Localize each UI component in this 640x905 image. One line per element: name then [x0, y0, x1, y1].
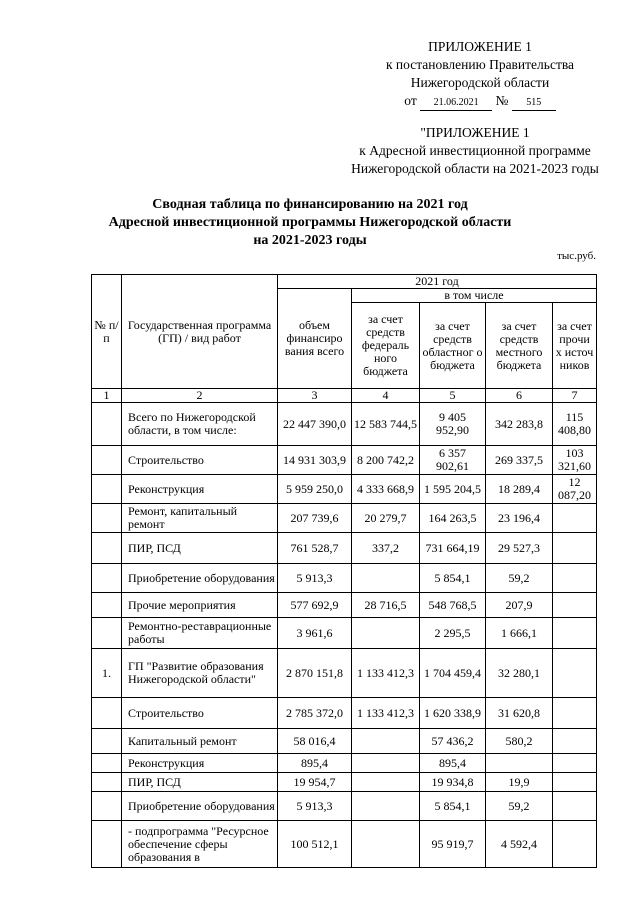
cell-other: 115 408,80 — [553, 403, 597, 446]
document-title — [80, 196, 540, 250]
colnum-7: 7 — [553, 389, 597, 403]
cell-local: 4 592,4 — [486, 821, 553, 868]
cell-name: Строительство — [122, 698, 278, 729]
table-row — [92, 564, 597, 593]
cell-name: ПИР, ПСД — [122, 773, 278, 792]
table-row — [92, 618, 597, 649]
cell-total: 761 528,7 — [278, 533, 352, 564]
cell-total: 22 447 390,0 — [278, 403, 352, 446]
cell-total: 3 961,6 — [278, 618, 352, 649]
header-regional: за счет средств областног о бюджета — [420, 303, 486, 389]
cell-regional: 5 854,1 — [420, 564, 486, 593]
table-row — [92, 446, 597, 475]
cell-num — [92, 792, 122, 821]
cell-total: 577 692,9 — [278, 593, 352, 618]
table-row — [92, 754, 597, 773]
cell-federal — [352, 773, 420, 792]
cell-num — [92, 403, 122, 446]
cell-num — [92, 754, 122, 773]
cell-other: 103 321,60 — [553, 446, 597, 475]
cell-total: 2 785 372,0 — [278, 698, 352, 729]
cell-name: - подпрограмма "Ресурсное обеспечение сферы образования в — [122, 821, 278, 868]
appendix-line2: к постановлению Правительства — [385, 57, 575, 72]
cell-regional: 1 704 459,4 — [420, 649, 486, 698]
cell-federal: 337,2 — [352, 533, 420, 564]
cell-num — [92, 564, 122, 593]
cell-num — [92, 698, 122, 729]
financing-table — [91, 274, 597, 868]
colnum-2: 2 — [122, 389, 278, 403]
cell-federal: 1 133 412,3 — [352, 698, 420, 729]
cell-total: 14 931 303,9 — [278, 446, 352, 475]
cell-regional: 5 854,1 — [420, 792, 486, 821]
header-incl: в том числе — [352, 289, 597, 303]
units-label: тыс.руб. — [557, 250, 596, 262]
cell-local: 18 289,4 — [486, 475, 553, 504]
appendix-header — [340, 38, 620, 111]
table-row — [92, 533, 597, 564]
cell-other — [553, 649, 597, 698]
header-num: № п/п — [92, 275, 122, 389]
cell-total: 100 512,1 — [278, 821, 352, 868]
cell-regional: 895,4 — [420, 754, 486, 773]
date-prefix: от — [404, 93, 417, 108]
cell-other — [553, 564, 597, 593]
colnum-4: 4 — [352, 389, 420, 403]
cell-total: 5 959 250,0 — [278, 475, 352, 504]
cell-federal: 12 583 744,5 — [352, 403, 420, 446]
colnum-5: 5 — [420, 389, 486, 403]
cell-regional: 164 263,5 — [420, 504, 486, 533]
cell-num — [92, 533, 122, 564]
cell-other — [553, 698, 597, 729]
cell-other — [553, 821, 597, 868]
cell-num — [92, 475, 122, 504]
appendix-program-header — [320, 124, 630, 178]
table-row — [92, 729, 597, 754]
cell-federal — [352, 618, 420, 649]
cell-name: Реконструкция — [122, 754, 278, 773]
title-line1: Сводная таблица по финансированию на 2021 год — [152, 197, 468, 212]
cell-name: Реконструкция — [122, 475, 278, 504]
table-row — [92, 792, 597, 821]
appendix-title: ПРИЛОЖЕНИЕ 1 — [428, 39, 532, 54]
cell-federal — [352, 564, 420, 593]
cell-regional: 548 768,5 — [420, 593, 486, 618]
cell-federal: 1 133 412,3 — [352, 649, 420, 698]
cell-federal — [352, 792, 420, 821]
cell-total: 58 016,4 — [278, 729, 352, 754]
colnum-1: 1 — [92, 389, 122, 403]
cell-regional: 57 436,2 — [420, 729, 486, 754]
cell-num — [92, 446, 122, 475]
cell-other — [553, 593, 597, 618]
table-row — [92, 403, 597, 446]
cell-other — [553, 618, 597, 649]
cell-num — [92, 618, 122, 649]
decree-number: 515 — [512, 96, 556, 111]
table-row — [92, 821, 597, 868]
cell-local: 580,2 — [486, 729, 553, 754]
cell-num — [92, 729, 122, 754]
cell-local: 59,2 — [486, 564, 553, 593]
cell-other — [553, 792, 597, 821]
appendix2-title: "ПРИЛОЖЕНИЕ 1 — [420, 125, 530, 140]
cell-federal: 28 716,5 — [352, 593, 420, 618]
cell-federal: 4 333 668,9 — [352, 475, 420, 504]
cell-local: 23 196,4 — [486, 504, 553, 533]
cell-regional: 9 405 952,90 — [420, 403, 486, 446]
header-other: за счет прочи х источ ников — [553, 303, 597, 389]
cell-local: 269 337,5 — [486, 446, 553, 475]
cell-regional: 1 595 204,5 — [420, 475, 486, 504]
cell-num — [92, 593, 122, 618]
table-row — [92, 649, 597, 698]
cell-local: 31 620,8 — [486, 698, 553, 729]
cell-local: 1 666,1 — [486, 618, 553, 649]
cell-regional: 731 664,19 — [420, 533, 486, 564]
appendix-date-line — [340, 92, 620, 111]
appendix-line3: Нижегородской области — [410, 75, 550, 90]
cell-name: Ремонт, капитальный ремонт — [122, 504, 278, 533]
cell-total: 5 913,3 — [278, 792, 352, 821]
cell-num — [92, 821, 122, 868]
cell-num — [92, 773, 122, 792]
cell-total: 207 739,6 — [278, 504, 352, 533]
colnum-3: 3 — [278, 389, 352, 403]
cell-name: Прочие мероприятия — [122, 593, 278, 618]
cell-other: 12 087,20 — [553, 475, 597, 504]
cell-num — [92, 504, 122, 533]
table-row — [92, 475, 597, 504]
cell-num: 1. — [92, 649, 122, 698]
cell-federal — [352, 754, 420, 773]
cell-federal: 8 200 742,2 — [352, 446, 420, 475]
table-row — [92, 698, 597, 729]
cell-name: Капитальный ремонт — [122, 729, 278, 754]
colnum-6: 6 — [486, 389, 553, 403]
cell-regional: 19 934,8 — [420, 773, 486, 792]
table-row — [92, 593, 597, 618]
cell-regional: 6 357 902,61 — [420, 446, 486, 475]
title-line2: Адресной инвестиционной программы Нижегородской области — [108, 215, 512, 230]
cell-name: Приобретение оборудования — [122, 564, 278, 593]
cell-local: 59,2 — [486, 792, 553, 821]
cell-local: 207,9 — [486, 593, 553, 618]
cell-total: 2 870 151,8 — [278, 649, 352, 698]
cell-federal: 20 279,7 — [352, 504, 420, 533]
cell-other — [553, 754, 597, 773]
cell-name: Всего по Нижегородской области, в том числе: — [122, 403, 278, 446]
cell-regional: 2 295,5 — [420, 618, 486, 649]
cell-regional: 95 919,7 — [420, 821, 486, 868]
cell-local: 342 283,8 — [486, 403, 553, 446]
decree-date: 21.06.2021 — [420, 96, 492, 111]
cell-federal — [352, 729, 420, 754]
header-program: Государственная программа (ГП) / вид работ — [122, 275, 278, 389]
header-year: 2021 год — [278, 275, 597, 289]
cell-local — [486, 754, 553, 773]
cell-federal — [352, 821, 420, 868]
cell-name: ПИР, ПСД — [122, 533, 278, 564]
cell-total: 5 913,3 — [278, 564, 352, 593]
cell-name: Строительство — [122, 446, 278, 475]
table-row — [92, 773, 597, 792]
table-row — [92, 504, 597, 533]
cell-local: 19,9 — [486, 773, 553, 792]
cell-local: 29 527,3 — [486, 533, 553, 564]
number-sign: № — [495, 93, 509, 108]
appendix2-line2: к Адресной инвестиционной программе — [359, 143, 591, 158]
header-federal: за счет средств федераль ного бюджета — [352, 303, 420, 389]
cell-other — [553, 533, 597, 564]
appendix2-line3: Нижегородской области на 2021-2023 годы — [351, 161, 599, 176]
cell-regional: 1 620 338,9 — [420, 698, 486, 729]
header-total: объем финансиро вания всего — [278, 289, 352, 389]
header-local: за счет средств местного бюджета — [486, 303, 553, 389]
cell-name: Приобретение оборудования — [122, 792, 278, 821]
cell-name: Ремонтно-реставрационные работы — [122, 618, 278, 649]
cell-other — [553, 729, 597, 754]
cell-other — [553, 773, 597, 792]
cell-total: 19 954,7 — [278, 773, 352, 792]
title-line3: на 2021-2023 годы — [253, 233, 367, 248]
cell-name: ГП "Развитие образования Нижегородской области" — [122, 649, 278, 698]
cell-local: 32 280,1 — [486, 649, 553, 698]
cell-total: 895,4 — [278, 754, 352, 773]
cell-other — [553, 504, 597, 533]
